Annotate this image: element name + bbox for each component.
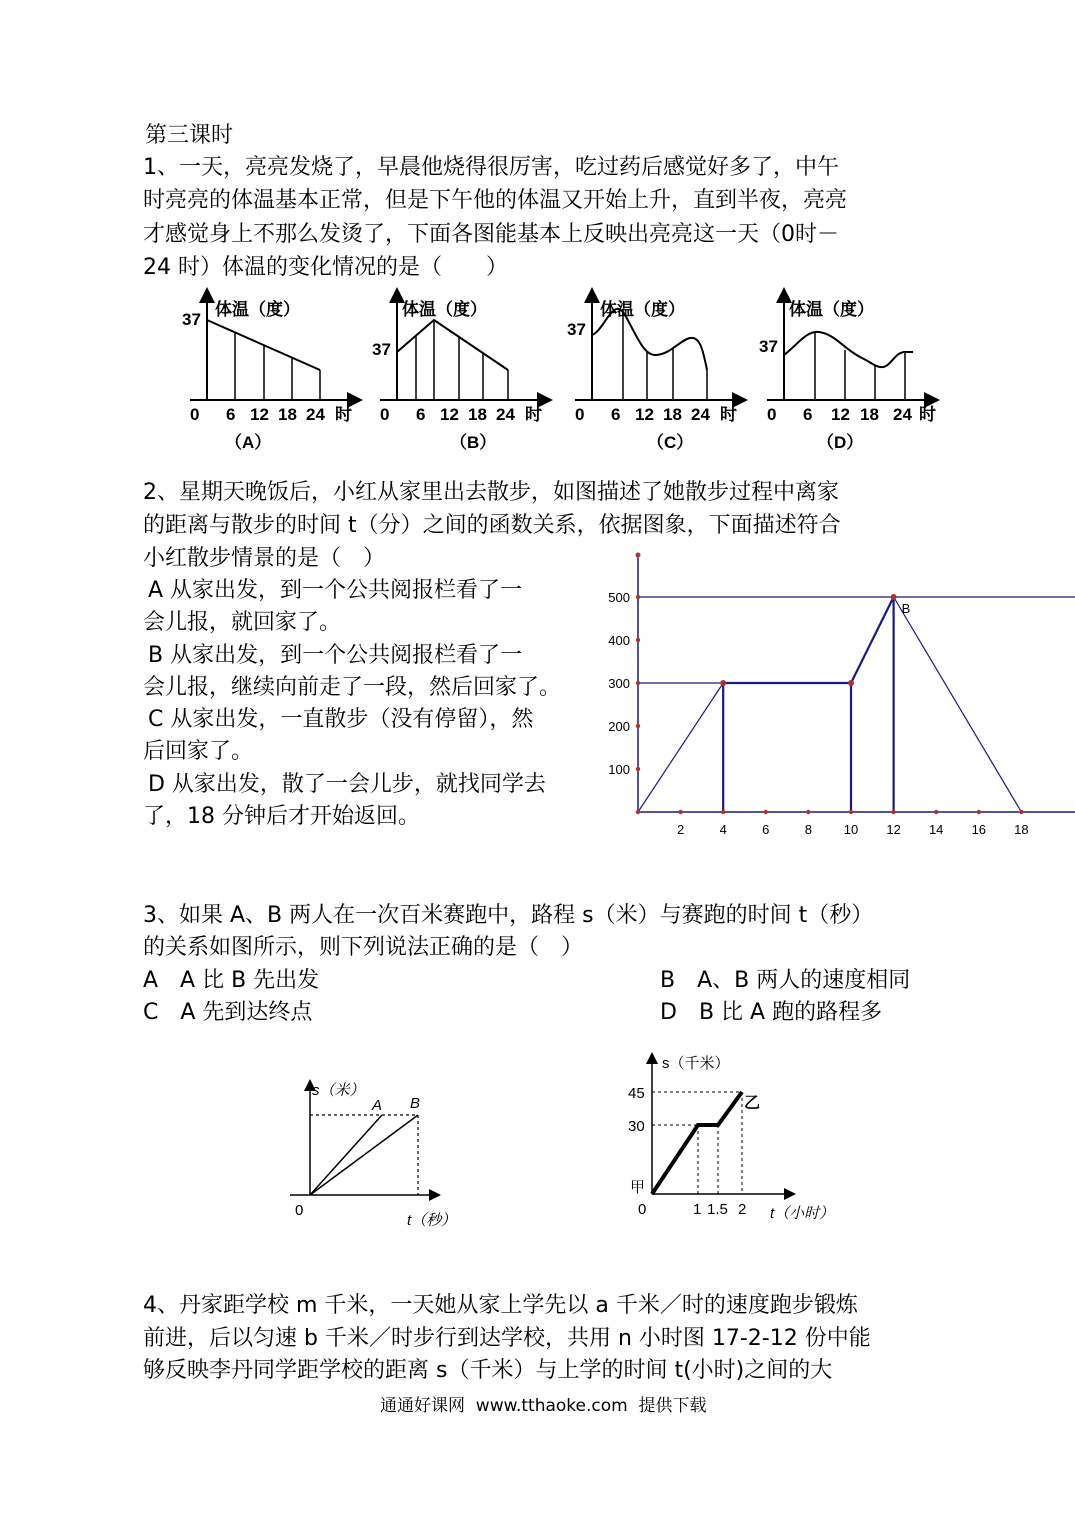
q2-x-tick-label: 16 xyxy=(971,822,987,837)
q1b-ylabel: 体温（度） xyxy=(402,300,487,319)
q3-option-c: C A 先到达终点 xyxy=(143,1000,313,1025)
q4-line-1: 4、丹家距学校 m 千米，一天她从家上学先以 a 千米／时的速度跑步锻炼 xyxy=(143,1293,858,1318)
q1a-label: （A） xyxy=(225,433,272,452)
q2-option-c-2: 后回家了。 xyxy=(143,739,254,764)
q1-graph-b xyxy=(370,290,550,460)
svg-text:6: 6 xyxy=(611,405,621,424)
q3-option-d: D B 比 A 跑的路程多 xyxy=(660,1000,883,1025)
svg-text:24: 24 xyxy=(691,405,710,424)
q2-y-tick-label: 500 xyxy=(608,590,630,605)
q3-right-y30: 30 xyxy=(628,1118,645,1135)
svg-text:时: 时 xyxy=(720,405,737,424)
svg-text:24: 24 xyxy=(496,405,515,424)
q3-option-b: B A、B 两人的速度相同 xyxy=(660,968,911,993)
q2-line-segment xyxy=(894,597,1022,812)
q1d-ylabel: 体温（度） xyxy=(789,300,874,319)
q1-line-4: 24 时）体温的变化情况的是（ ） xyxy=(143,255,508,280)
q2-option-d-1: D 从家出发，散了一会儿步，就找同学去 xyxy=(148,772,546,797)
svg-text:1: 1 xyxy=(693,1201,702,1218)
q3-right-ylabel: s（千米） xyxy=(662,1055,730,1072)
q2-line-segment xyxy=(638,683,723,812)
q1c-ylabel: 体温（度） xyxy=(600,300,685,319)
q2-x-tick-label: 6 xyxy=(762,822,770,837)
q2-x-tick-label: 12 xyxy=(886,822,901,837)
q1-line-1: 1、一天，亮亮发烧了，早晨他烧得很厉害，吃过药后感觉好多了，中午 xyxy=(143,155,839,180)
q2-x-tick-dot xyxy=(678,810,682,814)
q2-origin-dot xyxy=(636,810,640,814)
q1c-label: （C） xyxy=(647,433,694,452)
q2-x-tick-dot xyxy=(891,810,895,814)
q1-graph-d xyxy=(757,290,942,460)
q3-left-ylabel: s（米） xyxy=(312,1082,365,1099)
q2-y-tick-dot xyxy=(636,724,640,728)
q4-line-3: 够反映李丹同学距学校的距离 s（千米）与上学的时间 t(小时)之间的大 xyxy=(143,1358,833,1383)
q2-y-tick-dot xyxy=(636,595,640,599)
q2-x-tick-label: 10 xyxy=(843,822,859,837)
q2-x-tick-label: 14 xyxy=(928,822,944,837)
q2-y-tick-label: 200 xyxy=(608,719,630,734)
q2-y-axis-end xyxy=(636,553,641,558)
lesson-title: 第三课时 xyxy=(145,123,234,148)
svg-text:12: 12 xyxy=(250,405,269,424)
svg-text:时: 时 xyxy=(335,405,352,424)
q1d-y37: 37 xyxy=(759,337,778,356)
q2-option-b-1: B 从家出发，到一个公共阅报栏看了一 xyxy=(148,643,523,668)
svg-text:18: 18 xyxy=(468,405,487,424)
svg-text:0: 0 xyxy=(767,405,777,424)
q2-x-tick-label: 2 xyxy=(676,822,685,837)
svg-text:0: 0 xyxy=(190,405,200,424)
q1d-label: （D） xyxy=(817,433,864,452)
svg-text:18: 18 xyxy=(278,405,297,424)
q2-x-tick-label: 4 xyxy=(719,822,727,837)
svg-text:12: 12 xyxy=(635,405,654,424)
q1b-label: （B） xyxy=(450,433,497,452)
q2-y-tick-dot xyxy=(636,767,640,771)
q2-x-tick-dot xyxy=(934,810,938,814)
q1-graph-c xyxy=(565,290,745,460)
svg-text:2: 2 xyxy=(738,1201,747,1218)
q2-point-label: B xyxy=(901,601,911,616)
q2-line-2: 的距离与散步的时间 t（分）之间的函数关系，依据图象，下面描述符合 xyxy=(143,513,841,538)
q2-x-tick-dot xyxy=(721,810,725,814)
q2-data-point xyxy=(891,594,897,600)
q2-x-tick-dot xyxy=(977,810,981,814)
q2-option-a-2: 会儿报，就回家了。 xyxy=(143,610,342,635)
q1-line-3: 才感觉身上不那么发烫了，下面各图能基本上反映出亮亮这一天（0时－ xyxy=(143,222,839,247)
q3-right-end: 乙 xyxy=(744,1095,761,1112)
q2-line-1: 2、星期天晚饭后，小红从家里出去散步，如图描述了她散步过程中离家 xyxy=(143,480,839,505)
q3-line-1: 3、如果 A、B 两人在一次百米赛跑中，路程 s（米）与赛跑的时间 t（秒） xyxy=(143,903,874,928)
q2-option-a-1: A 从家出发，到一个公共阅报栏看了一 xyxy=(148,578,523,603)
q2-x-tick-dot xyxy=(1019,810,1023,814)
q3-right-y45: 45 xyxy=(628,1085,645,1102)
q2-y-tick-label: 100 xyxy=(608,762,630,777)
q2-option-c-1: C 从家出发，一直散步（没有停留），然 xyxy=(148,707,534,732)
q2-option-d-2: 了，18 分钟后才开始返回。 xyxy=(143,804,420,829)
q1c-y37: 37 xyxy=(567,320,586,339)
q3-left-xlabel: t（秒） xyxy=(407,1212,457,1229)
q2-x-tick-dot xyxy=(849,810,853,814)
q3-graph-trip xyxy=(620,1048,850,1233)
svg-text:6: 6 xyxy=(416,405,426,424)
svg-text:18: 18 xyxy=(663,405,682,424)
svg-text:6: 6 xyxy=(226,405,236,424)
svg-text:18: 18 xyxy=(860,405,879,424)
q2-data-point xyxy=(720,680,726,686)
q2-line-segment xyxy=(851,597,894,683)
q3-left-line-a: A xyxy=(372,1097,383,1114)
q1b-y37: 37 xyxy=(372,340,391,359)
q2-x-tick-label: 18 xyxy=(1014,822,1029,837)
q3-right-start: 甲 xyxy=(630,1179,646,1196)
svg-text:6: 6 xyxy=(803,405,813,424)
q2-y-tick-label: 400 xyxy=(608,633,630,648)
q3-right-xlabel: t（小时） xyxy=(770,1205,835,1222)
q2-x-tick-label: 8 xyxy=(804,822,813,837)
svg-text:12: 12 xyxy=(440,405,459,424)
q2-distance-time-chart xyxy=(600,550,1070,840)
q2-y-tick-dot xyxy=(636,681,640,685)
svg-text:时: 时 xyxy=(919,405,936,424)
q3-left-origin: 0 xyxy=(295,1202,304,1219)
q3-right-origin: 0 xyxy=(638,1201,647,1218)
q2-y-tick-label: 300 xyxy=(608,676,630,691)
q1-graph-a xyxy=(180,290,360,460)
q3-graph-race xyxy=(290,1075,490,1235)
q3-line-2: 的关系如图所示，则下列说法正确的是（ ） xyxy=(143,935,584,960)
q2-option-b-2: 会儿报，继续向前走了一段，然后回家了。 xyxy=(143,675,562,700)
q2-x-tick-dot xyxy=(806,810,810,814)
q4-line-2: 前进，后以匀速 b 千米／时步行到达学校，共用 n 小时图 17-2-12 份中能 xyxy=(143,1326,871,1351)
svg-text:12: 12 xyxy=(831,405,850,424)
q3-option-a: A A 比 B 先出发 xyxy=(143,968,320,993)
q2-y-tick-dot xyxy=(636,638,640,642)
q3-left-line-b: B xyxy=(410,1095,421,1112)
q1-line-2: 时亮亮的体温基本正常，但是下午他的体温又开始上升，直到半夜，亮亮 xyxy=(143,188,848,213)
svg-text:0: 0 xyxy=(380,405,390,424)
svg-text:时: 时 xyxy=(525,405,542,424)
q2-x-tick-dot xyxy=(764,810,768,814)
svg-text:24: 24 xyxy=(893,405,912,424)
q1a-ylabel: 体温（度） xyxy=(215,300,300,319)
svg-text:0: 0 xyxy=(575,405,585,424)
q1a-y37: 37 xyxy=(182,310,201,329)
q2-data-point xyxy=(848,680,854,686)
q2-line-3: 小红散步情景的是（ ） xyxy=(143,546,386,571)
footer: 通通好课网 www.tthaoke.com 提供下载 xyxy=(380,1396,707,1416)
svg-text:1.5: 1.5 xyxy=(707,1201,728,1218)
svg-text:24: 24 xyxy=(306,405,325,424)
